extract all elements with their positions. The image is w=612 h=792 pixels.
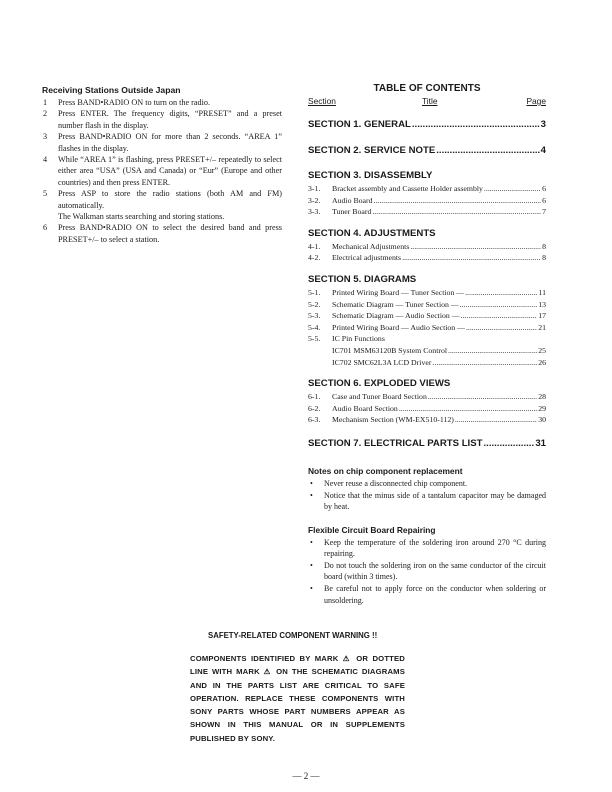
chip-notes-list: [308, 478, 546, 513]
toc-entry[interactable]: 5-3. Schematic Diagram — Audio Section — ..... 17: [308, 310, 546, 322]
step-item: 6 Press BAND•RADIO ON to select the desired band and press PRESET+/– to select a station.: [43, 223, 282, 244]
step-item: 1 Press BAND•RADIO ON to turn on the radio.: [43, 98, 211, 107]
page-number: — 2 —: [292, 771, 320, 781]
toc-entry[interactable]: 5-2. Schematic Diagram — Tuner Section — ..... 13: [308, 299, 546, 311]
toc-section-3[interactable]: SECTION 3. DISASSEMBLY: [308, 170, 433, 181]
chip-notes-heading: Notes on chip component replacement: [308, 465, 463, 476]
instruction-steps: [42, 97, 282, 245]
list-item: • Notice that the minus side of a tantalum capacitor may be damaged by heat.: [310, 490, 546, 512]
toc-section-6[interactable]: SECTION 6. EXPLODED VIEWS: [308, 378, 451, 390]
toc-section-4[interactable]: SECTION 4. ADJUSTMENTS: [308, 227, 436, 239]
toc-section-7[interactable]: SECTION 7. ELECTRICAL PARTS LIST ..... 31: [308, 438, 546, 449]
toc-section-4-entries: [308, 241, 546, 264]
list-item: • Keep the temperature of the soldering iron around 270 °C during repairing.: [310, 537, 546, 559]
toc-section-6-entries: [308, 391, 546, 426]
toc-entry[interactable]: 4-2. Electrical adjustments ..... 8: [308, 252, 546, 264]
toc-section-3-entries: [308, 183, 546, 218]
toc-entry[interactable]: 3-1. Bracket assembly and Cassette Holder assembly ..... 6: [308, 183, 546, 195]
toc-entry[interactable]: 3-3. Tuner Board ..... 7: [308, 206, 546, 218]
toc-entry[interactable]: IC701 MSM63120B System Control ..... 25: [308, 345, 546, 357]
toc-entry[interactable]: 6-1. Case and Tuner Board Section ..... 28: [308, 391, 546, 403]
col-page: Page: [526, 96, 546, 106]
flex-notes-list: [308, 537, 546, 607]
toc-entry[interactable]: 5-1. Printed Wiring Board — Tuner Section — ..... 11: [308, 287, 546, 299]
toc-section-1[interactable]: SECTION 1. GENERAL ..... 3: [308, 119, 546, 130]
toc-entry[interactable]: 5-5. IC Pin Functions: [308, 334, 385, 344]
toc-entry[interactable]: 5-4. Printed Wiring Board — Audio Section — ..... 21: [308, 322, 546, 334]
warning-body: COMPONENTS IDENTIFIED BY MARK ⚠ OR DOTTED LINE WITH MARK ⚠ ON THE SCHEMATIC DIAGRAMS AND IN THE PARTS LIST ARE CRITICAL TO SAFE OPERATION. REPLACE THESE COMPONENTS WITH SONY PARTS WHOSE PART NUMBERS APPEAR AS SHOWN IN THIS MANUAL OR IN SUPPLEMENTS PUBLISHED BY SONY.: [190, 654, 405, 743]
radio-instructions: [42, 85, 282, 245]
toc-entry[interactable]: 4-1. Mechanical Adjustments ..... 8: [308, 241, 546, 253]
safety-warning: [190, 631, 405, 745]
toc-title: TABLE OF CONTENTS: [373, 83, 481, 94]
list-item: • Never reuse a disconnected chip component.: [310, 478, 468, 488]
instructions-heading: Receiving Stations Outside Japan: [42, 85, 181, 95]
toc-section-2[interactable]: SECTION 2. SERVICE NOTE ..... 4: [308, 145, 546, 156]
step-item: 3 Press BAND•RADIO ON for more than 2 seconds. “AREA 1” flashes in the display.: [43, 132, 282, 153]
toc-entry[interactable]: IC702 SMC62L3A LCD Driver ..... 26: [308, 357, 546, 369]
toc-entry[interactable]: 6-3. Mechanism Section (WM-EX510-112) ..... 30: [308, 414, 546, 426]
table-of-contents: [308, 83, 546, 606]
step-subnote: The Walkman starts searching and storing stations.: [58, 212, 225, 222]
step-item: 5 Press ASP to store the radio stations (both AM and FM) automatically. The Walkman starts searching and storing stations.: [43, 189, 282, 222]
warning-title: SAFETY-RELATED COMPONENT WARNING !!: [208, 631, 378, 640]
toc-section-5[interactable]: SECTION 5. DIAGRAMS: [308, 273, 417, 285]
list-item: • Be careful not to apply force on the conductor when soldering or unsoldering.: [310, 584, 546, 605]
step-item: 2 Press ENTER. The frequency digits, “PRESET” and a preset number flash in the display.: [43, 109, 282, 130]
toc-entry[interactable]: 3-2. Audio Board ..... 6: [308, 195, 546, 207]
col-section: Section: [308, 96, 336, 106]
flex-notes-heading: Flexible Circuit Board Repairing: [308, 524, 436, 535]
toc-section-5-entries: [308, 287, 546, 368]
col-title: Title: [422, 96, 438, 106]
toc-entry[interactable]: 6-2. Audio Board Section ..... 29: [308, 403, 546, 415]
step-item: 4 While “AREA 1” is flashing, press PRESET+/– repeatedly to select either area “USA” (USA and Canada) or “Eur” (Europe and other countries) and then press ENTER.: [43, 155, 282, 187]
list-item: • Do not touch the soldering iron on the same conductor of the circuit board (within 3 times).: [310, 560, 546, 582]
toc-column-headers: [308, 96, 546, 108]
